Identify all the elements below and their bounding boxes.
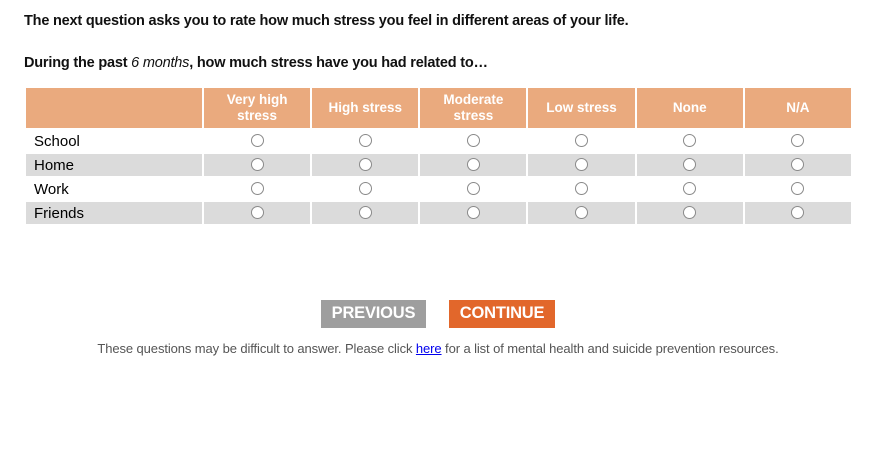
- continue-button[interactable]: CONTINUE: [449, 300, 556, 328]
- radio-school-5[interactable]: [683, 134, 696, 147]
- radio-work-3[interactable]: [467, 182, 480, 195]
- radio-friends-1[interactable]: [251, 206, 264, 219]
- radio-home-4[interactable]: [575, 158, 588, 171]
- radio-school-6[interactable]: [791, 134, 804, 147]
- column-header-1: Very high stress: [204, 88, 310, 128]
- radio-cell[interactable]: [745, 178, 851, 200]
- radio-cell[interactable]: [420, 202, 526, 224]
- radio-work-4[interactable]: [575, 182, 588, 195]
- radio-cell[interactable]: [528, 202, 634, 224]
- radio-friends-4[interactable]: [575, 206, 588, 219]
- radio-cell[interactable]: [528, 154, 634, 176]
- radio-cell[interactable]: [204, 130, 310, 152]
- radio-school-1[interactable]: [251, 134, 264, 147]
- column-header-3: Moderate stress: [420, 88, 526, 128]
- question-emphasis: 6 months: [131, 55, 190, 71]
- matrix-row-friends: [26, 202, 851, 224]
- radio-friends-6[interactable]: [791, 206, 804, 219]
- intro-text: The next question asks you to rate how much stress you feel in different areas of your life.: [24, 13, 629, 29]
- row-label: School: [34, 132, 80, 150]
- footer-text-after: for a list of mental health and suicide prevention resources.: [441, 341, 779, 356]
- matrix-header-row: [26, 88, 851, 128]
- matrix-row-work: [26, 178, 851, 200]
- matrix-row-school: [26, 130, 851, 152]
- radio-school-3[interactable]: [467, 134, 480, 147]
- radio-cell[interactable]: [528, 178, 634, 200]
- radio-work-5[interactable]: [683, 182, 696, 195]
- radio-friends-5[interactable]: [683, 206, 696, 219]
- radio-home-5[interactable]: [683, 158, 696, 171]
- radio-cell[interactable]: [312, 202, 418, 224]
- matrix-row-home: [26, 154, 851, 176]
- previous-button[interactable]: PREVIOUS: [321, 300, 427, 328]
- stress-matrix-table: [24, 86, 853, 226]
- radio-school-4[interactable]: [575, 134, 588, 147]
- radio-cell[interactable]: [745, 130, 851, 152]
- radio-cell[interactable]: [204, 154, 310, 176]
- row-label: Friends: [34, 204, 85, 222]
- footer-text-before: These questions may be difficult to answer. Please click: [97, 341, 416, 356]
- column-header-6: N/A: [745, 88, 851, 128]
- radio-friends-3[interactable]: [467, 206, 480, 219]
- radio-cell[interactable]: [312, 154, 418, 176]
- radio-work-1[interactable]: [251, 182, 264, 195]
- radio-cell[interactable]: [204, 202, 310, 224]
- radio-home-1[interactable]: [251, 158, 264, 171]
- corner-cell: [26, 88, 202, 128]
- radio-cell[interactable]: [312, 130, 418, 152]
- column-header-5: None: [637, 88, 743, 128]
- radio-home-2[interactable]: [359, 158, 372, 171]
- footer-note: [24, 341, 852, 356]
- radio-home-6[interactable]: [791, 158, 804, 171]
- radio-cell[interactable]: [420, 178, 526, 200]
- radio-cell[interactable]: [637, 130, 743, 152]
- radio-cell[interactable]: [420, 130, 526, 152]
- radio-cell[interactable]: [637, 178, 743, 200]
- radio-cell[interactable]: [312, 178, 418, 200]
- question-suffix: , how much stress have you had related to…: [189, 55, 488, 71]
- row-label: Work: [34, 180, 69, 198]
- radio-cell[interactable]: [420, 154, 526, 176]
- radio-cell[interactable]: [745, 154, 851, 176]
- radio-work-6[interactable]: [791, 182, 804, 195]
- nav-buttons: [24, 300, 852, 328]
- radio-cell[interactable]: [204, 178, 310, 200]
- radio-work-2[interactable]: [359, 182, 372, 195]
- column-header-2: High stress: [312, 88, 418, 128]
- radio-cell[interactable]: [528, 130, 634, 152]
- radio-cell[interactable]: [637, 154, 743, 176]
- row-label: Home: [34, 156, 75, 174]
- radio-cell[interactable]: [745, 202, 851, 224]
- question-prefix: During the past: [24, 55, 132, 71]
- radio-school-2[interactable]: [359, 134, 372, 147]
- resources-link[interactable]: here: [415, 341, 442, 356]
- column-header-4: Low stress: [528, 88, 634, 128]
- radio-friends-2[interactable]: [359, 206, 372, 219]
- radio-home-3[interactable]: [467, 158, 480, 171]
- question-text: [24, 55, 852, 71]
- radio-cell[interactable]: [637, 202, 743, 224]
